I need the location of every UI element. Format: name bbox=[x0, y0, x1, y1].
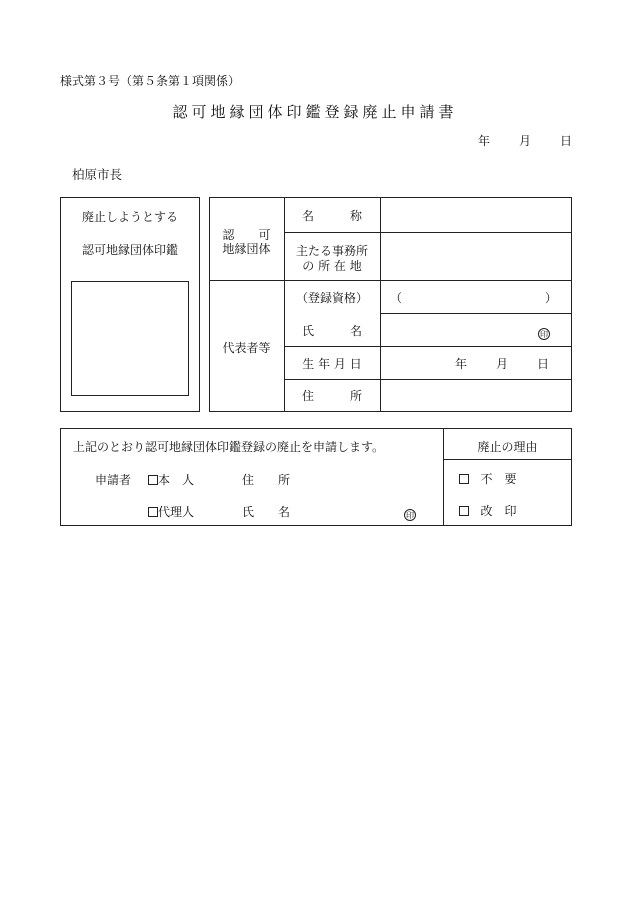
rep-address-field[interactable] bbox=[381, 380, 571, 411]
paren-close: ） bbox=[545, 291, 558, 305]
seal-imprint-area[interactable] bbox=[71, 281, 189, 396]
group-label-line1: 認 可 bbox=[222, 228, 271, 242]
date-year-label: 年 bbox=[478, 134, 491, 148]
qualification-label: （登録資格） bbox=[295, 291, 368, 305]
reason-unnecessary-checkbox[interactable] bbox=[459, 474, 469, 484]
reason-changed-option[interactable] bbox=[459, 502, 516, 519]
group-name-field[interactable] bbox=[381, 198, 571, 232]
seal-mark bbox=[538, 322, 550, 341]
reason-unnecessary-label: 不 要 bbox=[480, 472, 517, 486]
group-label-line2: 地縁団体 bbox=[222, 242, 271, 256]
proxy-label: 代理人 bbox=[158, 505, 195, 519]
applicant-address-label: 住 所 bbox=[242, 473, 291, 487]
paren-open: （ bbox=[390, 291, 403, 305]
office-label-line2: の 所 在 地 bbox=[302, 259, 362, 273]
office-address-field[interactable] bbox=[381, 233, 571, 280]
applicant-name-label: 氏 名 bbox=[242, 505, 291, 519]
applicant-label: 申請者 bbox=[95, 473, 132, 487]
reason-changed-label: 改 印 bbox=[480, 504, 517, 518]
form-number: 様式第３号（第５条第１項関係） bbox=[60, 74, 241, 88]
applicant-seal-mark bbox=[404, 503, 416, 522]
addressee: 柏原市長 bbox=[72, 167, 123, 182]
date-month-label: 月 bbox=[519, 134, 532, 148]
table-divider bbox=[284, 346, 572, 347]
birth-month-label: 月 bbox=[496, 357, 509, 371]
self-checkbox[interactable] bbox=[148, 475, 158, 485]
birth-day-label: 日 bbox=[537, 357, 550, 371]
proxy-checkbox[interactable] bbox=[148, 507, 158, 517]
page-title: 認可地縁団体印鑑登録廃止申請書 bbox=[172, 103, 458, 121]
rep-name-label: 氏 名 bbox=[301, 324, 362, 338]
proxy-option[interactable] bbox=[148, 503, 194, 520]
reason-header: 廃止の理由 bbox=[477, 440, 538, 454]
table-divider bbox=[380, 313, 572, 314]
name-label: 名 称 bbox=[301, 209, 362, 223]
birth-year-label: 年 bbox=[455, 357, 468, 371]
applicant-seal-text: 印 bbox=[406, 511, 414, 520]
seal-panel-line1: 廃止しようとする bbox=[81, 210, 178, 224]
representative-label: 代表者等 bbox=[222, 341, 271, 355]
section-divider bbox=[443, 459, 572, 460]
self-option[interactable] bbox=[148, 471, 194, 488]
seal-mark-text: 印 bbox=[540, 330, 548, 339]
address-label: 住 所 bbox=[301, 389, 362, 403]
application-statement: 上記のとおり認可地縁団体印鑑登録の廃止を申請します。 bbox=[73, 440, 385, 454]
self-label: 本 人 bbox=[158, 473, 195, 487]
office-label-line1: 主たる事務所 bbox=[295, 244, 368, 258]
birth-date-label: 生 年 月 日 bbox=[302, 357, 362, 371]
reason-unnecessary-option[interactable] bbox=[459, 470, 516, 487]
seal-panel-line2: 認可地縁団体印鑑 bbox=[81, 243, 178, 257]
date-day-label: 日 bbox=[560, 134, 573, 148]
reason-changed-checkbox[interactable] bbox=[459, 506, 469, 516]
table-divider bbox=[209, 280, 572, 281]
